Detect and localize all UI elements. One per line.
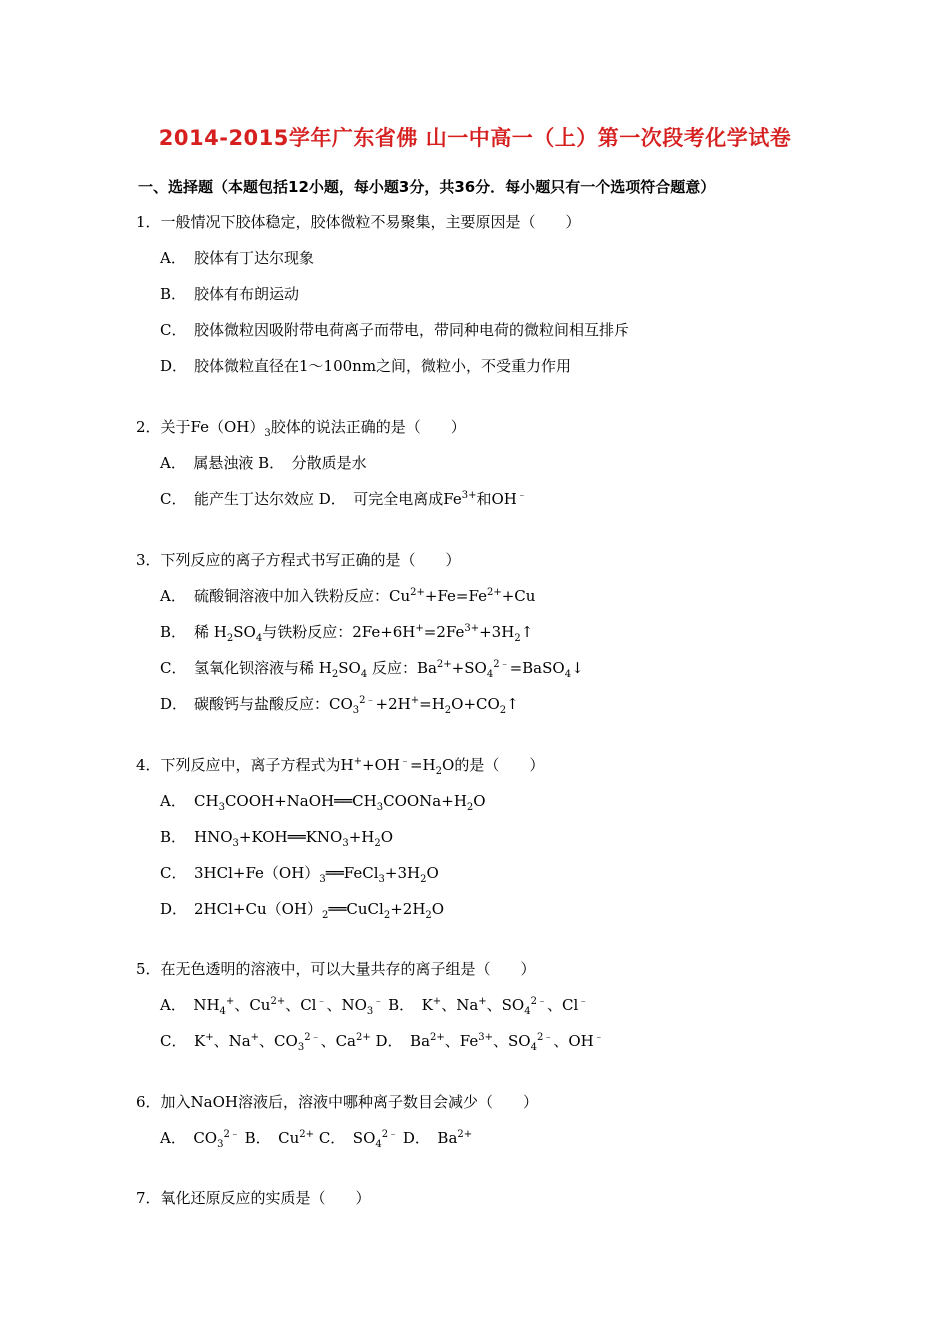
question-1-option-c: C． 胶体微粒因吸附带电荷离子而带电，带同种电荷的微粒间相互排斥 (160, 321, 630, 339)
question-3-stem: 3．下列反应的离子方程式书写正确的是（ ） (136, 551, 461, 569)
question-3-option-d: D． 碳酸钙与盐酸反应：$CO_3^{2﹣}+2H^+=H_2O+CO_2↑$ (160, 695, 519, 716)
question-7-stem: 7．氧化还原反应的实质是（ ） (136, 1189, 371, 1207)
question-4-option-b: B． $HNO_3+KOH══KNO_3+H_2O$ (160, 828, 394, 849)
question-6-stem: 6．加入NaOH溶液后，溶液中哪种离子数目会减少（ ） (136, 1093, 538, 1111)
question-5-stem: 5．在无色透明的溶液中，可以大量共存的离子组是（ ） (136, 960, 536, 978)
question-1-stem: 1．一般情况下胶体稳定，胶体微粒不易聚集，主要原因是（ ） (136, 213, 581, 231)
question-5-options-ab: A． $NH_4^+$、$Cu^{2+}$、Cl﹣、$NO_3^﹣$ B． K+、Na+、$SO_4^{2﹣}$、Cl﹣ (160, 996, 589, 1017)
section-heading: 一、选择题（本题包括12小题，每小题3分，共36分．每小题只有一个选项符合题意） (138, 178, 716, 196)
question-1-option-a: A． 胶体有丁达尔现象 (160, 249, 315, 267)
question-3-option-a: A． 硫酸铜溶液中加入铁粉反应：$Cu^{2+}+Fe=Fe^{2+}+Cu$ (160, 587, 536, 605)
question-1-option-d: D． 胶体微粒直径在1～100nm之间，微粒小，不受重力作用 (160, 357, 572, 375)
question-4-option-c: C． $3HCl+Fe(OH)_3══FeCl_3+3H_2O$ (160, 864, 439, 885)
question-4-stem: 4．下列反应中，离子方程式为$H^++OH^﹣=H_2O$的是（ ） (136, 756, 545, 777)
question-4-option-a: A． $CH_3COOH+NaOH══CH_3COONa+H_2O$ (160, 792, 486, 813)
question-2-options-cd: C． 能产生丁达尔效应 D． 可完全电离成$Fe^{3+}$和OH﹣ (160, 490, 527, 508)
question-6-options: A． $CO_3^{2﹣}$ B． $Cu^{2+}$ C． $SO_4^{2﹣}$ D． $Ba^{2+}$ (160, 1129, 473, 1150)
question-3-option-b: B． 稀 $H_2SO_4$与铁粉反应：$2Fe+6H^+=2Fe^{3+}+3H_2↑$ (160, 623, 534, 644)
question-4-option-d: D． $2HCl+Cu(OH)_2══CuCl_2+2H_2O$ (160, 900, 445, 921)
question-2-stem: 2．关于$Fe(OH)_3$胶体的说法正确的是（ ） (136, 418, 466, 439)
question-3-option-c: C． 氢氧化钡溶液与稀 $H_2SO_4$ 反应：$Ba^{2+}+SO_4^{2﹣}=BaSO_4↓$ (160, 659, 584, 680)
question-5-options-cd: C． K+、Na+、$CO_3^{2﹣}$、$Ca^{2+}$ D． $Ba^{2+}$、$Fe^{3+}$、$SO_4^{2﹣}$、OH﹣ (160, 1032, 604, 1053)
question-1-option-b: B． 胶体有布朗运动 (160, 285, 300, 303)
question-2-options-ab: A． 属悬浊液 B． 分散质是水 (160, 454, 367, 472)
page-title: 2014-2015学年广东省佛 山一中高一（上）第一次段考化学试卷 (158, 126, 792, 150)
